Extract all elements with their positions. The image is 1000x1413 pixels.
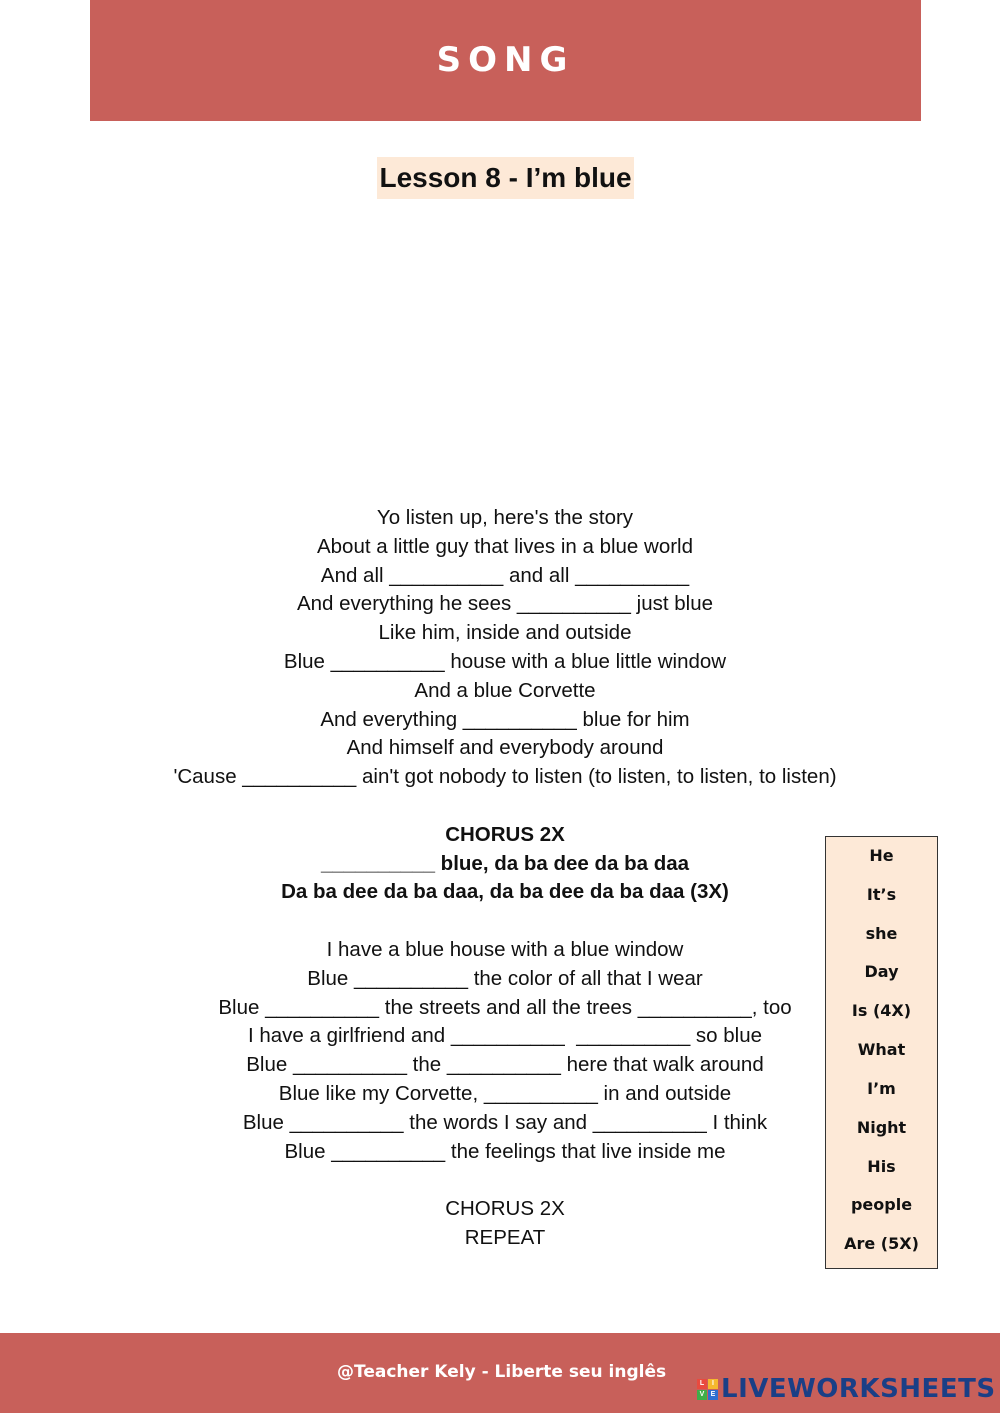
word-bank-item: she xyxy=(865,923,898,943)
header-band xyxy=(90,0,921,121)
lyric-line: CHORUS 2X xyxy=(445,1197,565,1221)
lyric-line: Da ba dee da ba daa, da ba dee da ba daa (3X) xyxy=(281,880,729,904)
logo-icon-square: V xyxy=(697,1390,707,1400)
lyric-line: Like him, inside and outside xyxy=(378,621,632,645)
logo-text: LIVEWORKSHEETS xyxy=(721,1374,996,1404)
word-bank-item: Day xyxy=(864,962,899,982)
word-bank-item: I’m xyxy=(867,1078,896,1098)
lyric-line: CHORUS 2X xyxy=(445,822,565,846)
lyric-line: 'Cause __________ ain't got nobody to listen (to listen, to listen, to listen) xyxy=(173,765,837,789)
lesson-title: Lesson 8 - I’m blue xyxy=(377,157,634,199)
lyric-line: Blue __________ the streets and all the trees __________, too xyxy=(218,995,792,1019)
logo-icon-square: E xyxy=(708,1390,718,1400)
lyric-line: And all __________ and all __________ xyxy=(320,563,690,587)
lyric-line: Blue __________ the __________ here that walk around xyxy=(246,1053,764,1077)
lyric-line: Blue __________ the color of all that I wear xyxy=(307,966,703,990)
word-bank-item: It’s xyxy=(866,884,897,904)
lyric-line: And a blue Corvette xyxy=(414,678,596,702)
word-bank-item: Are (5X) xyxy=(844,1234,919,1254)
lyric-line: I have a girlfriend and __________ __________ so blue xyxy=(247,1024,763,1048)
word-bank-item: Night xyxy=(856,1117,907,1137)
footer-credit: @Teacher Kely - Liberte seu inglês xyxy=(337,1362,667,1382)
liveworksheets-logo[interactable] xyxy=(697,1374,996,1404)
lyric-line: I have a blue house with a blue window xyxy=(326,937,684,961)
logo-icon-square: I xyxy=(708,1379,718,1389)
blank-line xyxy=(0,792,1000,821)
lyric-line: About a little guy that lives in a blue world xyxy=(316,534,694,558)
lyric-line: Blue __________ the words I say and __________ I think xyxy=(242,1110,768,1134)
lyric-line: Blue __________ the feelings that live inside me xyxy=(284,1139,726,1163)
lyric-line: And himself and everybody around xyxy=(346,736,664,760)
word-bank xyxy=(825,836,938,1269)
lyric-line: REPEAT xyxy=(464,1225,546,1249)
lyric-line: And everything __________ blue for him xyxy=(320,707,690,731)
header-title: SONG xyxy=(436,39,575,80)
lyric-line: Blue like my Corvette, __________ in and outside xyxy=(278,1081,732,1105)
lyric-line: Yo listen up, here's the story xyxy=(376,506,634,529)
logo-icon-square: L xyxy=(697,1379,707,1389)
word-bank-item: He xyxy=(869,846,894,865)
lyric-line: And everything he sees __________ just blue xyxy=(296,592,713,616)
lyric-line: Blue __________ house with a blue little window xyxy=(283,649,727,673)
liveworksheets-icon xyxy=(697,1379,718,1400)
lyric-line: __________ blue, da ba dee da ba daa xyxy=(320,851,690,875)
word-bank-item: Is (4X) xyxy=(851,1001,912,1021)
word-bank-item: His xyxy=(867,1156,896,1176)
word-bank-item: people xyxy=(850,1195,913,1215)
word-bank-item: What xyxy=(857,1040,906,1060)
